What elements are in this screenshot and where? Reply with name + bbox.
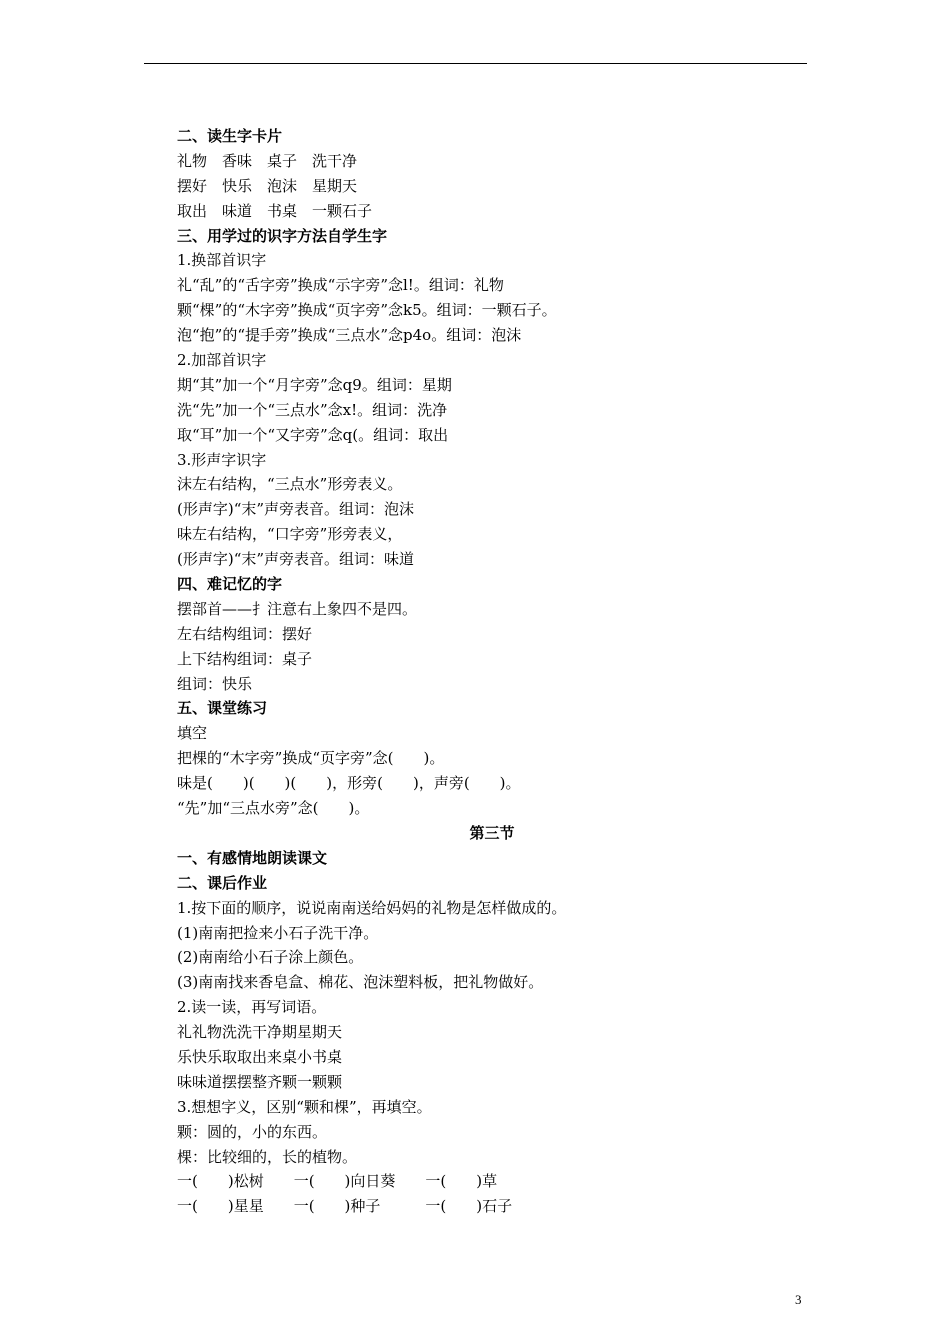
text-line: 取“耳”加一个“又字旁”念q(。组词：取出 (177, 425, 449, 444)
text-line: (1)南南把捡来小石子洗干净。 (177, 923, 379, 942)
text-line: 颗：圆的，小的东西。 (177, 1122, 328, 1141)
text-line: (形声字)“末”声旁表音。组词：泡沫 (177, 500, 415, 519)
text-line: 味味道摆摆整齐颗一颗颗 (177, 1072, 343, 1091)
text-line: 3.想想字义，区别“颗和棵”，再填空。 (177, 1097, 432, 1116)
text-line: 棵：比较细的，长的植物。 (177, 1147, 358, 1166)
text-line: 一( )松树 一( )向日葵 一( )草 (177, 1172, 498, 1191)
text-line: 礼物 香味 桌子 洗干净 (177, 151, 358, 170)
text-line: 1.按下面的顺序，说说南南送给妈妈的礼物是怎样做成的。 (177, 898, 567, 917)
text-line: (形声字)“末”声旁表音。组词：味道 (177, 550, 415, 569)
section-heading: 二、读生字卡片 (177, 127, 283, 145)
text-lines (177, 124, 807, 1219)
text-line: (2)南南给小石子涂上颜色。 (177, 948, 364, 967)
section-heading: 三、用学过的识字方法自学生字 (177, 226, 388, 245)
text-line: 礼礼物洗洗干净期星期天 (177, 1023, 343, 1042)
document-body (177, 124, 807, 1219)
text-line: 2.读一读，再写词语。 (177, 998, 327, 1017)
text-line: 摆部首——扌注意右上象四不是四。 (177, 599, 418, 618)
text-line: 味是( )( )( )，形旁( )，声旁( )。 (177, 774, 521, 793)
page-number: 3 (795, 1292, 802, 1307)
text-line: 把棵的“木字旁”换成“页字旁”念( )。 (177, 749, 445, 768)
text-line: 泡“抱”的“提手旁”换成“三点水”念p4o。组词：泡沫 (177, 326, 522, 345)
text-line: 取出 味道 书桌 一颗石子 (177, 201, 373, 220)
text-line: 2.加部首识字 (177, 351, 267, 370)
section-heading: 一、有感情地朗读课文 (177, 848, 328, 867)
text-line: 洗“先”加一个“三点水”念x!。组词：洗净 (177, 400, 448, 419)
text-line: 上下结构组词：桌子 (177, 649, 313, 668)
section-heading: 五、课堂练习 (177, 699, 268, 718)
text-line: 期“其”加一个“月字旁”念q9。组词：星期 (177, 375, 452, 394)
text-line: 摆好 快乐 泡沫 星期天 (177, 176, 358, 195)
section-heading: 四、难记忆的字 (177, 575, 283, 594)
text-line: 1.换部首识字 (177, 251, 267, 270)
section-heading: 第三节 (469, 823, 515, 842)
text-line: “先”加“三点水旁”念( )。 (177, 799, 370, 818)
text-line: 填空 (177, 724, 208, 743)
text-line: 礼“乱”的“舌字旁”换成“示字旁”念l!。组词：礼物 (177, 276, 504, 295)
text-line: 乐快乐取取出来桌小书桌 (177, 1047, 343, 1066)
text-line: (3)南南找来香皂盒、棉花、泡沫塑料板，把礼物做好。 (177, 973, 544, 992)
text-line: 沫左右结构，“三点水”形旁表义。 (177, 475, 403, 494)
text-line: 左右结构组词：摆好 (177, 624, 313, 643)
text-line: 颗“棵”的“木字旁”换成“页字旁”念k5。组词：一颗石子。 (177, 301, 557, 320)
text-line: 味左右结构，“口字旁”形旁表义， (177, 525, 403, 544)
text-line: 一( )星星 一( )种子 一( )石子 (177, 1197, 513, 1216)
header-rule (144, 63, 807, 64)
section-heading: 二、课后作业 (177, 873, 268, 892)
text-line: 3.形声字识字 (177, 450, 267, 469)
text-line: 组词：快乐 (177, 674, 253, 693)
